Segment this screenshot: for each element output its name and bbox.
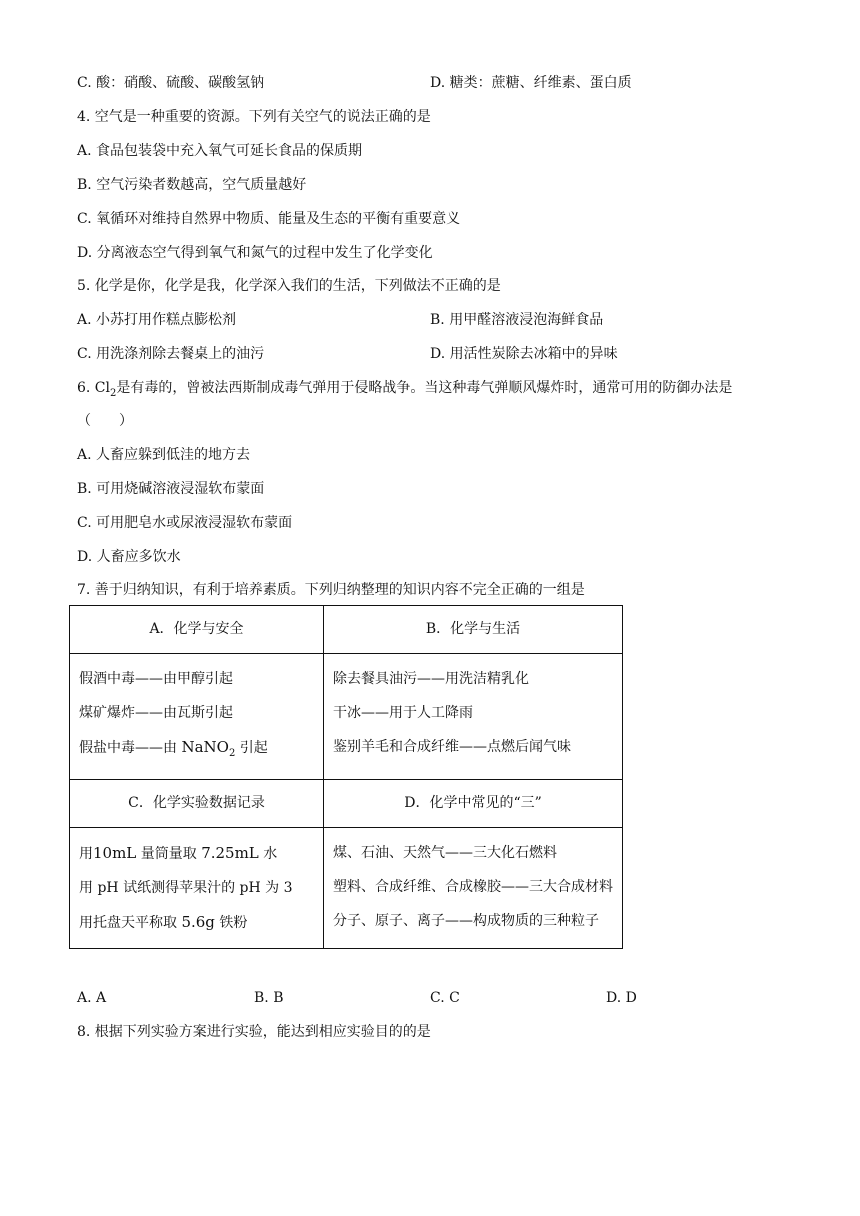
q6-paren: （ ） xyxy=(77,413,133,429)
cell-d-line-3: 分子、原子、离子——构成物质的三种粒子 xyxy=(333,912,599,929)
q7-answer-d: D. D xyxy=(606,990,637,1006)
cell-c-line-2: 用 pH 试纸测得苹果汁的 pH 为 3 xyxy=(79,879,293,896)
q8-stem: 8. 根据下列实验方案进行实验，能达到相应实验目的的是 xyxy=(77,1024,431,1040)
cell-b-line-3: 鉴别羊毛和合成纤维——点燃后闻气味 xyxy=(333,739,571,755)
q3-option-c: C. 酸：硝酸、硫酸、碳酸氢钠 xyxy=(77,75,265,91)
q4-option-c: C. 氧循环对维持自然界中物质、能量及生态的平衡有重要意义 xyxy=(77,211,461,227)
q7-answer-c: C. C xyxy=(430,990,460,1006)
q7-answer-b: B. B xyxy=(254,990,284,1006)
cell-a-line-1: 假酒中毒——由甲醇引起 xyxy=(79,671,233,687)
table-cell-b xyxy=(324,654,623,780)
q7-stem: 7. 善于归纳知识，有利于培养素质。下列归纳整理的知识内容不完全正确的一组是 xyxy=(77,582,585,598)
q3-option-d: D. 糖类：蔗糖、纤维素、蛋白质 xyxy=(430,75,632,91)
q7-knowledge-table xyxy=(69,605,623,949)
table-cell-d xyxy=(324,827,623,948)
cell-c-line-3: 用托盘天平称取 5.6g 铁粉 xyxy=(79,912,248,931)
q4-option-a: A. 食品包装袋中充入氧气可延长食品的保质期 xyxy=(77,143,363,159)
q4-option-b: B. 空气污染者数越高，空气质量越好 xyxy=(77,177,307,193)
q5-option-a: A. 小苏打用作糕点膨松剂 xyxy=(77,312,237,328)
q6-stem-pre: 6. Cl xyxy=(77,380,110,396)
q6-stem xyxy=(77,378,732,404)
cell-c-line-1: 用10mL 量筒量取 7.25mL 水 xyxy=(79,843,278,862)
table-head-b: B．化学与生活 xyxy=(324,606,623,654)
table-cell-c xyxy=(70,827,324,948)
q7-answer-a: A. A xyxy=(77,990,107,1006)
q6-stem-post: 是有毒的，曾被法西斯制成毒气弹用于侵略战争。当这种毒气弹顺风爆炸时，通常可用的防御办法是 xyxy=(116,380,733,396)
table-head-d: D．化学中常见的“三” xyxy=(324,779,623,827)
table-cell-a xyxy=(70,654,324,780)
cell-a-line-2: 煤矿爆炸——由瓦斯引起 xyxy=(79,705,233,721)
q6-option-d: D. 人畜应多饮水 xyxy=(77,549,181,565)
q6-stem-sub: 2 xyxy=(110,387,117,399)
cell-b-line-2: 干冰——用于人工降雨 xyxy=(333,705,473,721)
q5-option-d: D. 用活性炭除去冰箱中的异味 xyxy=(430,346,618,362)
q5-option-c: C. 用洗涤剂除去餐桌上的油污 xyxy=(77,346,265,362)
q5-option-b: B. 用甲醛溶液浸泡海鲜食品 xyxy=(430,312,604,328)
table-head-a: A．化学与安全 xyxy=(70,606,324,654)
cell-b-line-1: 除去餐具油污——用洗洁精乳化 xyxy=(333,671,529,687)
q6-option-a: A. 人畜应躲到低洼的地方去 xyxy=(77,447,251,463)
q4-stem: 4. 空气是一种重要的资源。下列有关空气的说法正确的是 xyxy=(77,109,431,125)
q6-option-b: B. 可用烧碱溶液浸湿软布蒙面 xyxy=(77,481,265,497)
q4-option-d: D. 分离液态空气得到氧气和氮气的过程中发生了化学变化 xyxy=(77,245,433,261)
table-head-c: C．化学实验数据记录 xyxy=(70,779,324,827)
cell-d-line-1: 煤、石油、天然气——三大化石燃料 xyxy=(333,844,557,861)
cell-d-line-2: 塑料、合成纤维、合成橡胶——三大合成材料 xyxy=(333,878,613,895)
q6-option-c: C. 可用肥皂水或尿液浸湿软布蒙面 xyxy=(77,515,293,531)
cell-a-line-3: 假盐中毒——由 NaNO$_2$ 引起 xyxy=(79,738,268,759)
q5-stem: 5. 化学是你，化学是我，化学深入我们的生活，下列做法不正确的是 xyxy=(77,278,501,294)
